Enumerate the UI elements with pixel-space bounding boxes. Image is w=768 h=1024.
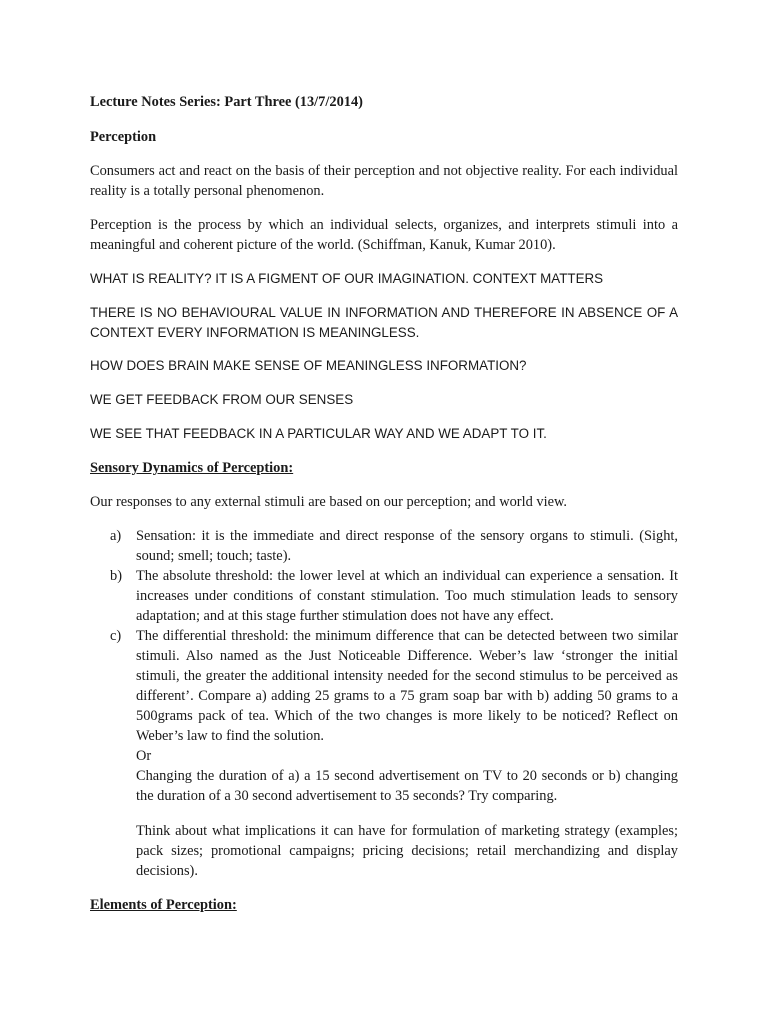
list-item-text: The differential threshold: the minimum difference that can be detected between two similar stimuli. Also named as the Just Noticeable Difference. Weber’s law ‘stronger the initial stimuli, the greater the additional intensity needed for the second stimulus to be perceived as different’. Compare a) adding 25 grams to a 75 gram soap bar with b) adding 50 grams to a 500grams pack of tea. Which of the two changes is more likely to be noticed? Reflect on Weber’s law to find the solution. [136,628,678,744]
or-text: Or [136,748,152,764]
document-body [90,92,678,915]
list-marker: c) [110,628,122,644]
list-item [90,626,678,746]
caps-statement-feedback: WE GET FEEDBACK FROM OUR SENSES [90,392,354,407]
paragraph-duration: Changing the duration of a) a 15 second advertisement on TV to 20 seconds or b) changing the duration of a 30 second advertisement to 35 seconds? Try comparing. [136,768,678,804]
section-heading-sensory-dynamics: Sensory Dynamics of Perception: [90,460,294,476]
list-item-text: Sensation: it is the immediate and direct response of the sensory organs to stimuli. (Sight, sound; smell; touch; taste). [136,528,678,564]
list-item [90,566,678,626]
paragraph-definition: Perception is the process by which an individual selects, organizes, and interprets stimuli into a meaningful and coherent picture of the world. (Schiffman, Kanuk, Kumar 2010). [90,217,678,253]
paragraph-consumers: Consumers act and react on the basis of their perception and not objective reality. For each individual reality is a totally personal phenomenon. [90,163,678,199]
section-heading-elements: Elements of Perception: [90,897,237,913]
section-heading-perception: Perception [90,129,157,145]
list-marker: b) [110,568,122,584]
document-title: Lecture Notes Series: Part Three (13/7/2014) [90,94,363,110]
list-item-text: The absolute threshold: the lower level at which an individual can experience a sensation. It increases under conditions of constant stimulation. Too much stimulation leads to sensory adaptation; and at this stage further stimulation does not have any effect. [136,568,678,624]
caps-statement-adapt: WE SEE THAT FEEDBACK IN A PARTICULAR WAY AND WE ADAPT TO IT. [90,426,547,441]
caps-statement-reality: WHAT IS REALITY? IT IS A FIGMENT OF OUR IMAGINATION. CONTEXT MATTERS [90,271,604,286]
paragraph-implications: Think about what implications it can have for formulation of marketing strategy (examples; pack sizes; promotional campaigns; pricing decisions; retail merchandizing and display decisions). [136,823,678,879]
caps-statement-information: THERE IS NO BEHAVIOURAL VALUE IN INFORMATION AND THEREFORE IN ABSENCE OF A CONTEXT EVERY INFORMATION IS MEANINGLESS. [90,305,678,340]
paragraph-responses: Our responses to any external stimuli are based on our perception; and world view. [90,494,568,510]
list-item [90,526,678,566]
caps-statement-brain: HOW DOES BRAIN MAKE SENSE OF MEANINGLESS INFORMATION? [90,358,527,373]
sensory-list [90,526,678,746]
list-marker: a) [110,528,122,544]
